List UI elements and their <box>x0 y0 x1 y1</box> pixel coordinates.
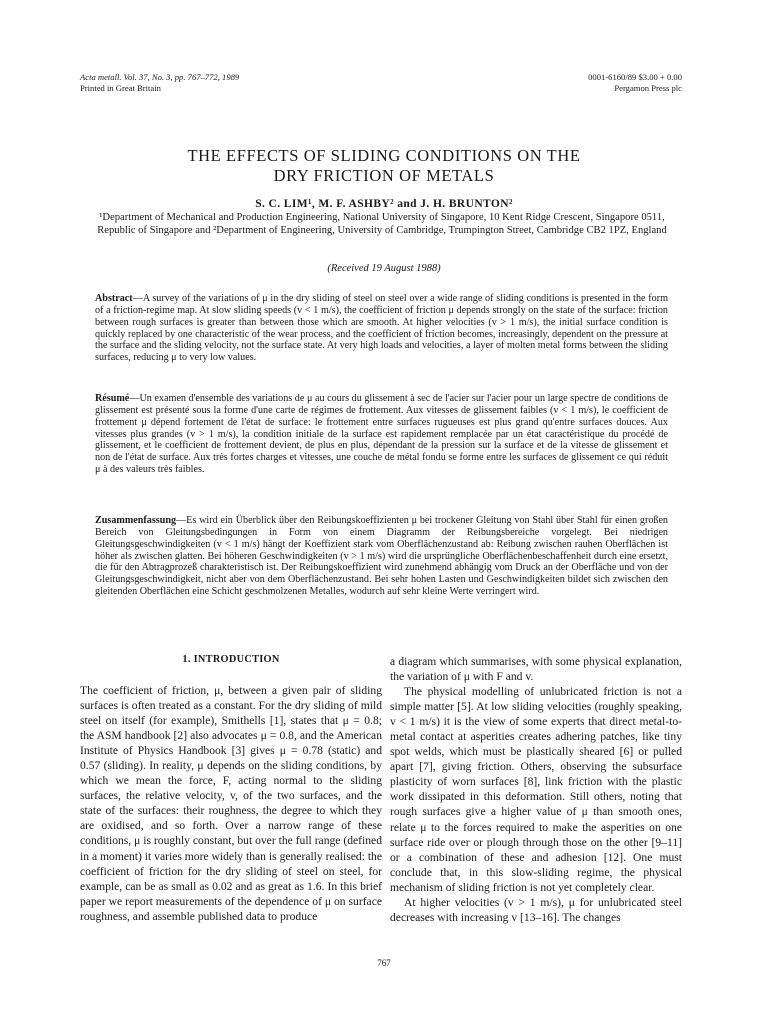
publisher-header <box>588 72 682 94</box>
journal-header <box>80 72 239 94</box>
publisher-name: Pergamon Press plc <box>614 83 682 93</box>
abstract-label: Abstract <box>95 293 133 304</box>
intro-paragraph-1: The coefficient of friction, μ, between a given pair of sliding surfaces is often treated as a constant. For the dry sliding of mild steel on itself (for example), Smithells [1], states that μ = 0.8; the ASM handbook [2] also advocates μ = 0.8, and the American Institute of Physics Handbook [3] gives μ = 0.78 (static) and 0.57 (sliding). In reality, μ depends on the sliding conditions, by which we mean the force, F, acting normal to the sliding surfaces, the relative velocity, v, of the two surfaces, and the state of the surfaces: their roughness, the degree to which they are oxidised, and so forth. Over a narrow range of these conditions, μ is roughly constant, but over the full range (defined in a moment) it varies more widely than is generally realised: the coefficient of friction for the dry sliding of steel on steel, for example, can be as small as 0.02 and as great as 1.6. In this brief paper we report measurements of the dependence of μ on surface roughness, and assemble published data to produce <box>80 684 382 923</box>
zusammenfassung-label: Zusammenfassung <box>95 515 177 526</box>
zusammenfassung-text: —Es wird ein Überblick über den Reibungskoeffizienten μ bei trockener Gleitung von Stahl über Stahl für einen großen Bereich von Gleitungsbedingungen in Form von einem Diagramm der Reibungsbereiche vorgelegt. Bei niedrigen Gleitungsgeschwindigkeiten (v < 1 m/s) hängt der Koeffizient stark vom Oberflächenzustand ab: Reibung zwischen rauhen Oberflächen ist höher als zwischen glatten. Bei höheren Geschwindigkeiten (v > 1 m/s) wird die ursprüngliche Oberflächenbeschaffenheit durch eine ersetzt, die für den Abtragprozeß charakteristisch ist. Der Reibungskoeffizient wird zunehmend abhängig vom Druck an der Oberfläche und von der Gleitungsgeschwindigkeit, nicht aber von dem Oberflächenzustand. Bei sehr hohen Lasten und Geschwindigkeiten bildet sich zwischen den gleitenden Oberflächen eine Schicht geschmolzenen Metalles, wodurch auf sehr kleine Werte verringert wird. <box>95 515 668 598</box>
abstract-german <box>95 515 668 598</box>
author-list: S. C. LIM¹, M. F. ASHBY² and J. H. BRUNTON² <box>255 198 513 210</box>
affiliations: ¹Department of Mechanical and Production Engineering, National University of Singapore, 10 Kent Ridge Crescent, Singapore 0511, Republic of Singapore and ²Department of Engineering, University of Cambridge, Trumpington Street, Cambridge CB2 1PZ, England <box>97 212 667 236</box>
page-number: 767 <box>377 958 391 968</box>
received-date: (Received 19 August 1988) <box>327 263 441 274</box>
abstract-english <box>95 293 668 364</box>
intro-paragraph-2: The physical modelling of unlubricated friction is not a simple matter [5]. At low sliding velocities (roughly speaking, v < 1 m/s) it is the view of some experts that direct metal-to-metal contact at asperities creates adhering patches, like tiny spot welds, which must be plastically sheared [6] or pulled apart [7], giving friction. Others, observing the subsurface plasticity of worn surfaces [8], link friction with the plastic work dissipated in this deformation. Still others, noting that rough surfaces give a higher value of μ than smooth ones, relate μ to the forces required to make the asperities on one surface ride over or plough through those on the other [9–11] or a combination of these and adhesion [12]. One must conclude that, in this slow-sliding regime, the physical mechanism of sliding friction is not yet completely clear. <box>390 685 682 894</box>
section-heading-introduction: 1. INTRODUCTION <box>182 654 280 665</box>
resume-text: —Un examen d'ensemble des variations de μ au cours du glissement à sec de l'acier sur l'acier pour un large spectre de conditions de glissement est présenté sous la forme d'une carte de régimes de frottement. Aux vitesses de glissement faibles (v < 1 m/s), le coefficient de frottement μ dépend fortement de l'état de surface: le frottement entre surfaces rugueuses est plus grand qu'entre surfaces douces. Aux vitesses plus grandes (v > 1 m/s), la condition initiale de la surface est rapidement remplacée par un état caractéristique du procédé de glissement, et le coefficient de frottement devient, de plus en plus, dépendant de la pression sur la surface et de la vitesse de glissement et non de l'état de surface. Aux très fortes charges et vitesses, une couche de métal fondu se forme entre les surfaces de glissement ce qui réduit μ à des valeurs très faibles. <box>95 393 668 476</box>
abstract-french <box>95 393 668 476</box>
intro-paragraph-continued: a diagram which summarises, with some physical explanation, the variation of μ with F and v. <box>390 655 682 684</box>
intro-paragraph-3: At higher velocities (v > 1 m/s), μ for unlubricated steel decreases with increasing v [13–16]. The changes <box>390 895 682 924</box>
resume-label: Résumé <box>95 393 130 404</box>
right-column <box>390 654 682 925</box>
left-column <box>80 683 382 924</box>
title-line-2: DRY FRICTION OF METALS <box>273 166 495 185</box>
price-code: 0001-6160/89 $3.00 + 0.00 <box>588 72 682 82</box>
printed-note: Printed in Great Britain <box>80 83 161 93</box>
journal-citation: Acta metall. Vol. 37, No. 3, pp. 767–772, 1989 <box>80 72 240 82</box>
title-line-1: THE EFFECTS OF SLIDING CONDITIONS ON THE <box>187 146 581 165</box>
paper-title <box>0 146 768 186</box>
abstract-text: —A survey of the variations of μ in the dry sliding of steel on steel over a wide range of sliding conditions is presented in the form of a friction-regime map. At slow sliding speeds (v < 1 m/s), the coefficient of friction μ depends strongly on the state of the surface: friction between rough surfaces is greater than between those which are smooth. At higher velocities (v > 1 m/s), the initial surface condition is quickly replaced by one characteristic of the wear process, and the coefficient of friction becomes, increasingly, dependent on the pressure at the surface and the sliding velocity, not the surface state. At very high loads and velocities, a layer of molten metal forms between the sliding surfaces, reducing μ to very low values. <box>95 293 668 364</box>
